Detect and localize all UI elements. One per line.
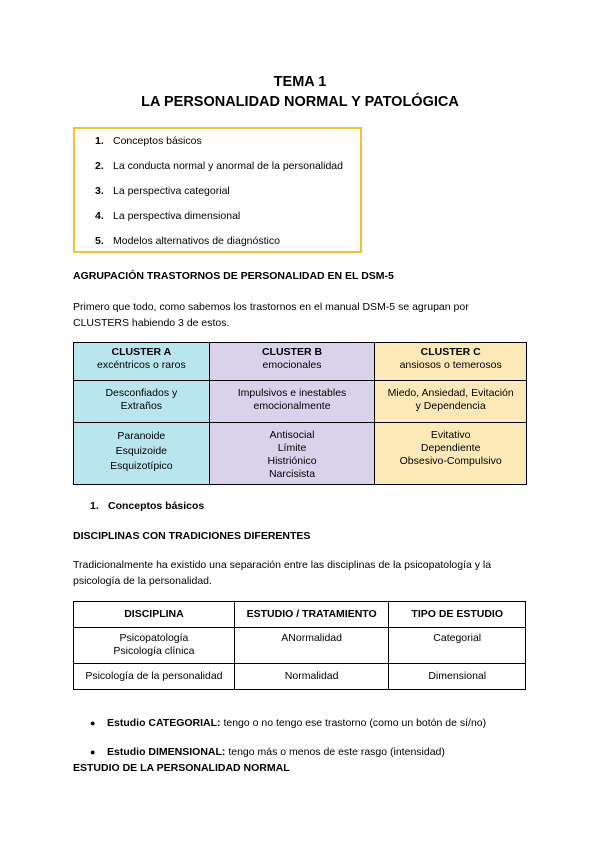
toc-item: 1. Conceptos básicos — [95, 135, 202, 147]
bullet-dot-icon: ● — [90, 718, 96, 728]
cluster-b-disorders: Antisocial Límite Histriónico Narcisista — [209, 423, 375, 485]
table-row — [74, 664, 526, 690]
cluster-c-disorders: Evitativo Dependiente Obsesivo-Compulsivo — [375, 423, 527, 485]
cluster-a-header: CLUSTER A excéntricos o raros — [74, 343, 210, 381]
page-subtitle: LA PERSONALIDAD NORMAL Y PATOLÓGICA — [141, 94, 459, 110]
table-cell: Psicopatología Psicología clínica — [74, 628, 235, 664]
cluster-a-description: Desconfiados y Extraños — [74, 381, 210, 423]
paragraph-disciplinas: Tradicionalmente ha existido una separación entre las disciplinas de la psicopatología y la psicología de la personalidad. — [73, 559, 492, 587]
section-heading-disciplinas: DISCIPLINAS CON TRADICIONES DIFERENTES — [73, 530, 311, 542]
subheading-conceptos: 1. Conceptos básicos — [90, 500, 205, 512]
column-header: ESTUDIO / TRATAMIENTO — [234, 602, 389, 628]
cluster-b-description: Impulsivos e inestables emocionalmente — [209, 381, 375, 423]
clusters-table — [73, 342, 527, 485]
column-header: DISCIPLINA — [74, 602, 235, 628]
toc-item: 4. La perspectiva dimensional — [95, 210, 241, 222]
bullet-item: ● Estudio DIMENSIONAL: tengo más o menos de este rasgo (intensidad) — [90, 746, 445, 758]
table-cell: ANormalidad — [234, 628, 389, 664]
table-cell: Normalidad — [234, 664, 389, 690]
bullet-item: ● Estudio CATEGORIAL: tengo o no tengo ese trastorno (como un botón de sí/no) — [90, 717, 487, 729]
table-cell: Psicología de la personalidad — [74, 664, 235, 690]
toc-item: 5. Modelos alternativos de diagnóstico — [95, 235, 280, 247]
section-heading-personalidad-normal: ESTUDIO DE LA PERSONALIDAD NORMAL — [73, 762, 290, 774]
table-row — [74, 628, 526, 664]
toc-item: 3. La perspectiva categorial — [95, 185, 230, 197]
table-cell: Dimensional — [389, 664, 526, 690]
cluster-c-description: Miedo, Ansiedad, Evitación y Dependencia — [375, 381, 527, 423]
column-header: TIPO DE ESTUDIO — [389, 602, 526, 628]
cluster-c-header: CLUSTER C ansiosos o temerosos — [375, 343, 527, 381]
disciplinas-table — [73, 601, 526, 690]
paragraph-agrupacion: Primero que todo, como sabemos los trastornos en el manual DSM-5 se agrupan por CLUSTERS habiendo 3 de estos. — [73, 301, 469, 329]
toc-item: 2. La conducta normal y anormal de la personalidad — [95, 160, 343, 172]
bullet-dot-icon: ● — [90, 747, 96, 757]
page-title: TEMA 1 — [273, 74, 327, 90]
cluster-a-disorders: Paranoide Esquizoide Esquizotípico — [74, 423, 210, 485]
cluster-b-header: CLUSTER B emocionales — [209, 343, 375, 381]
table-cell: Categorial — [389, 628, 526, 664]
section-heading-agrupacion: AGRUPACIÓN TRASTORNOS DE PERSONALIDAD EN EL DSM-5 — [73, 270, 394, 282]
table-of-contents — [73, 127, 362, 253]
